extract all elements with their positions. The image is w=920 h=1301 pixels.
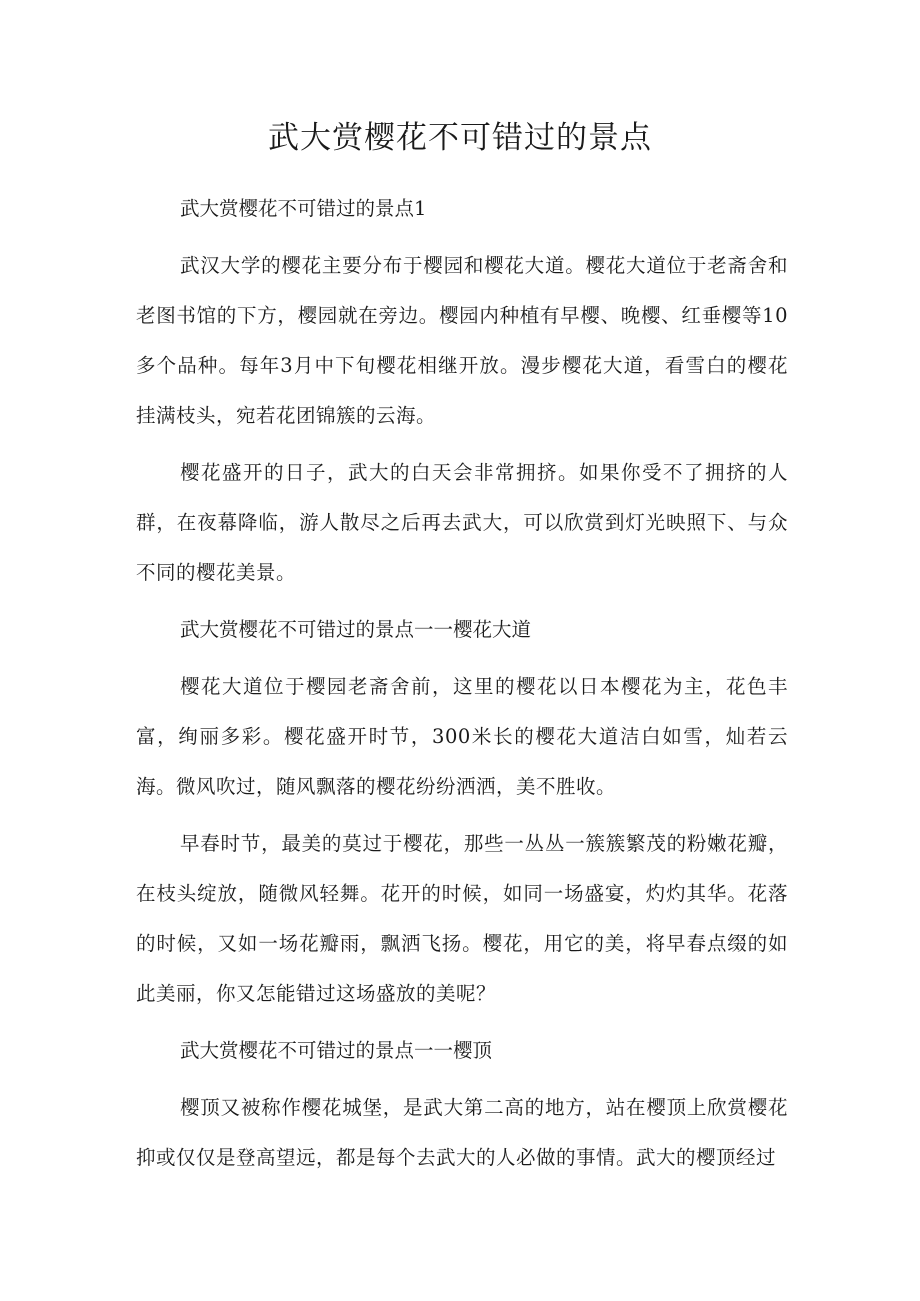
paragraph: 早春时节，最美的莫过于樱花，那些一丛丛一簇簇繁茂的粉嫩花瓣，在枝头绽放，随微风轻舞。花开的时候，如同一场盛宴，灼灼其华。花落的时候，又如一场花瓣雨，飘洒飞扬。樱花，用它的美，将早春点缀的如此美丽，你又怎能错过这场盛放的美呢？ xyxy=(136,832,788,1005)
paragraph: 武汉大学的樱花主要分布于樱园和樱花大道。樱花大道位于老斋舍和老图书馆的下方，樱园就在旁边。樱园内种植有早樱、晚樱、红垂樱等10多个品种。每年3月中下旬樱花相继开放。漫步樱花大道，看雪白的樱花挂满枝头，宛若花团锦簇的云海。 xyxy=(136,254,788,427)
section-heading: 武大赏樱花不可错过的景点一一樱花大道 xyxy=(180,618,532,641)
paragraph: 樱顶又被称作樱花城堡，是武大第二高的地方，站在樱顶上欣赏樱花抑或仅仅是登高望远，都是每个去武大的人必做的事情。武大的樱顶经过 xyxy=(136,1096,788,1169)
document-title: 武大赏樱花不可错过的景点 xyxy=(268,120,652,156)
paragraph: 樱花大道位于樱园老斋舍前，这里的樱花以日本樱花为主，花色丰富，绚丽多彩。樱花盛开时节，300米长的樱花大道洁白如雪，灿若云海。微风吹过，随风飘落的樱花纷纷洒洒，美不胜收。 xyxy=(136,675,788,798)
document-body xyxy=(136,184,788,1183)
section-heading: 武大赏樱花不可错过的景点1 xyxy=(180,197,427,220)
paragraph: 樱花盛开的日子，武大的白天会非常拥挤。如果你受不了拥挤的人群，在夜幕降临，游人散尽之后再去武大，可以欣赏到灯光映照下、与众不同的樱花美景。 xyxy=(136,461,788,584)
section-heading: 武大赏樱花不可错过的景点一一樱顶 xyxy=(180,1039,493,1062)
